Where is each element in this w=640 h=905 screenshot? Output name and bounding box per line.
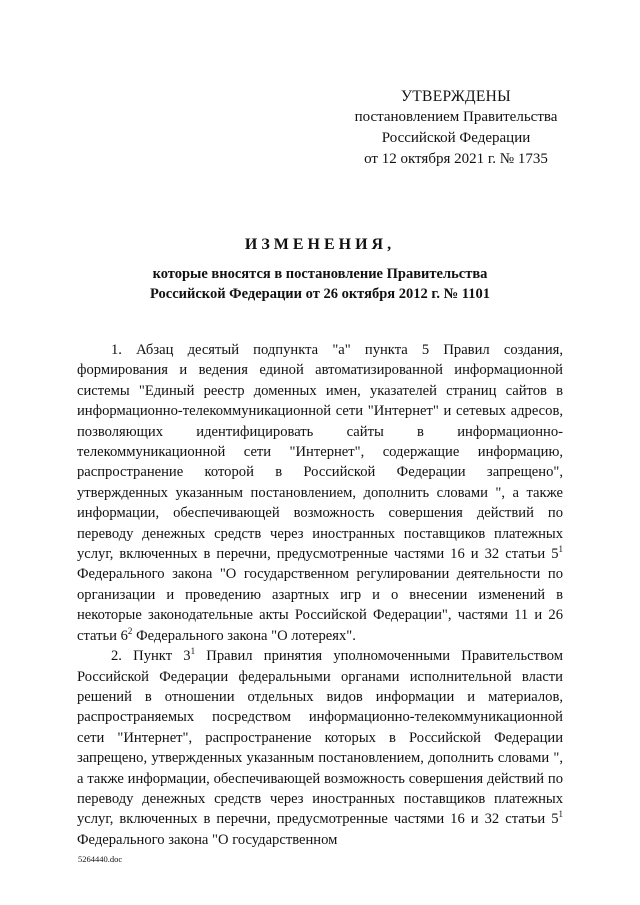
- footer-filename: 5264440.doc: [78, 854, 123, 864]
- document-heading: [80, 236, 560, 304]
- paragraph-2: [77, 646, 563, 850]
- approval-line-3: от 12 октября 2021 г. № 1735: [364, 151, 548, 167]
- paragraph-2-sup-a: 1: [190, 646, 196, 657]
- document-title: ИЗМЕНЕНИЯ,: [244, 236, 396, 253]
- approval-block: [336, 86, 576, 170]
- paragraph-1-text-c: Федерального закона "О лотереях".: [132, 627, 356, 644]
- approval-line-2: Российской Федерации: [381, 130, 531, 146]
- approval-title: УТВЕРЖДЕНЫ: [401, 88, 511, 105]
- document-subtitle-line-2: Российской Федерации от 26 октября 2012 г. № 1101: [150, 286, 490, 302]
- paragraph-1-sup-b: 2: [127, 625, 133, 636]
- paragraph-1: [77, 340, 563, 646]
- paragraph-1-text-a: 1. Абзац десятый подпункта "а" пункта 5 Правил создания, формирования и ведения единой автоматизированной информационной системы "Единый реестр доменных имен, указателей страниц сайтов в информационно-телекоммуникационной сети "Интернет" и сетевых адресов, позволяющих идентифицировать сайты в информационно-телекоммуникационной сети "Интернет", содержащие информацию, распространение которой в Российской Федерации запрещено", утвержденных указанным постановлением, дополнить словами ", а также информации, обеспечивающей возможность совершения действий по переводу денежных средств через иностранных поставщиков платежных услуг, включенных в перечни, предусмотренные частями 16 и 32 статьи 5: [77, 342, 563, 563]
- paragraph-2-text-b: Правил принятия уполномоченными Правительством Российской Федерации федеральными органами исполнительной власти решений в отношении отдельных видов информации и материалов, распространяемых посредством информационно-телекоммуникационной сети "Интернет", распространение которых в Российской Федерации запрещено, утвержденных указанным постановлением, дополнить словами ", а также информации, обеспечивающей возможность совершения действий по переводу денежных средств через иностранных поставщиков платежных услуг, включенных в перечни, предусмотренные частями 16 и 32 статьи 5: [77, 648, 563, 828]
- paragraph-1-text-b: Федерального закона "О государственном регулировании деятельности по организации и проведению азартных игр и о внесении изменений в некоторые законодательные акты Российской Федерации", частями 11 и 26 статьи 6: [77, 566, 563, 644]
- document-body: [77, 340, 563, 850]
- paragraph-2-sup-b: 1: [558, 809, 563, 820]
- paragraph-2-text-c: Федерального закона "О государственном: [77, 831, 338, 848]
- paragraph-2-text-a: 2. Пункт 3: [111, 648, 191, 665]
- paragraph-1-sup-a: 1: [558, 544, 563, 555]
- approval-line-1: постановлением Правительства: [354, 109, 558, 125]
- document-subtitle-line-1: которые вносятся в постановление Правительства: [152, 266, 488, 282]
